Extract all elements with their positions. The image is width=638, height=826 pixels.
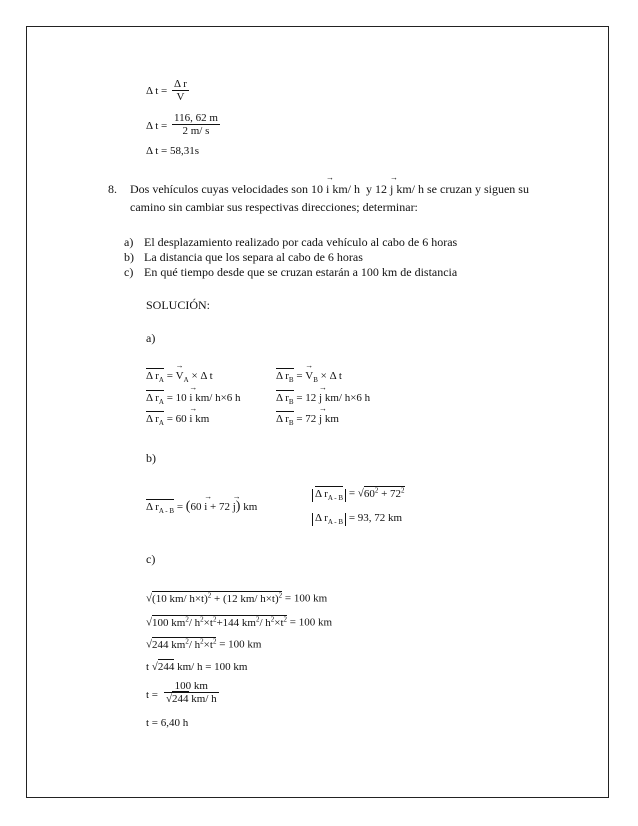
problem-number: 8.: [108, 182, 117, 196]
item-a-letter: a): [124, 235, 134, 249]
c-eq1: √(10 km/ h×t)$^2$ + (12 km/ h×t)$^2$ = 100 km: [146, 591, 328, 605]
c-result: t = 6,40 h: [146, 717, 189, 729]
intro-line2-fraction: $\frac{116, 62 m}{2 m/ s}$: [174, 112, 218, 137]
problem-text-line1: Dos vehículos cuyas velocidades son 10 → i km/ h y 12 → j km/ h se cruzan y siguen su: [130, 183, 529, 195]
intro-line2-lhs: Δ t =: [146, 120, 168, 132]
a-left-eq2: Δ $r_A = 10 \to i$ km/ h×6 h: [146, 393, 241, 406]
c-eq4: t √244 km/ h = 100 km: [146, 661, 248, 673]
item-b-letter: b): [124, 250, 134, 264]
intro-result: Δ t = 58,31s: [146, 145, 200, 157]
item-c-letter: c): [124, 265, 134, 279]
c-eq5-lhs: t =: [146, 689, 159, 701]
a-right-eq2: Δ $r_B = 12 \to j$ km/ h×6 h: [276, 393, 370, 406]
a-left-eq1: Δ $r_A$ = → $V_A \times \Delta$ t: [146, 371, 213, 384]
solution-heading: SOLUCIÓN:: [146, 298, 211, 312]
c-eq5-fraction: $\frac{100 km}{√244 km/ h}$: [166, 680, 217, 705]
part-b-label: b): [146, 451, 156, 465]
a-right-eq1: Δ $r_B$ = → $V_B \times \Delta$ t: [276, 371, 342, 384]
problem-text-line2: camino sin cambiar sus respectivas direcciones; determinar:: [130, 200, 418, 214]
a-left-eq3: Δ $r_A = 60 \to i$ km: [146, 414, 209, 427]
intro-line1-fraction: $\frac{\text{Δ r}}{V}$: [174, 78, 187, 103]
item-c-text: En qué tiempo desde que se cruzan estarán a 100 km de distancia: [144, 265, 458, 279]
c-eq3: √244 $km^2/$ $h^2\times t^2 = 100$ km: [146, 637, 262, 651]
item-b-text: La distancia que los separa al cabo de 6 horas: [144, 250, 363, 264]
item-a-text: El desplazamiento realizado por cada vehículo al cabo de 6 horas: [144, 235, 458, 249]
b-right-eq1: Δ $r_{A - B} = √60^2 + 72^2$: [312, 487, 405, 502]
c-eq2: √100 $km^2/$ $h^2\times t^2+144$ $km^2/$ $h^2\times t^2 = 100$ km: [146, 615, 333, 629]
b-right-eq2: Δ $r_{A - B} = 93$, 72 km: [312, 513, 402, 526]
page-border: [26, 26, 609, 798]
intro-line1-lhs: Δ t =: [146, 85, 168, 97]
part-a-label: a): [146, 331, 156, 345]
b-left-eq: Δ $r_{A - B} = (60 \to i + 72 \to j)$ km: [146, 500, 257, 515]
part-c-label: c): [146, 552, 156, 566]
a-right-eq3: Δ $r_B = 72 \to j$ km: [276, 414, 339, 427]
